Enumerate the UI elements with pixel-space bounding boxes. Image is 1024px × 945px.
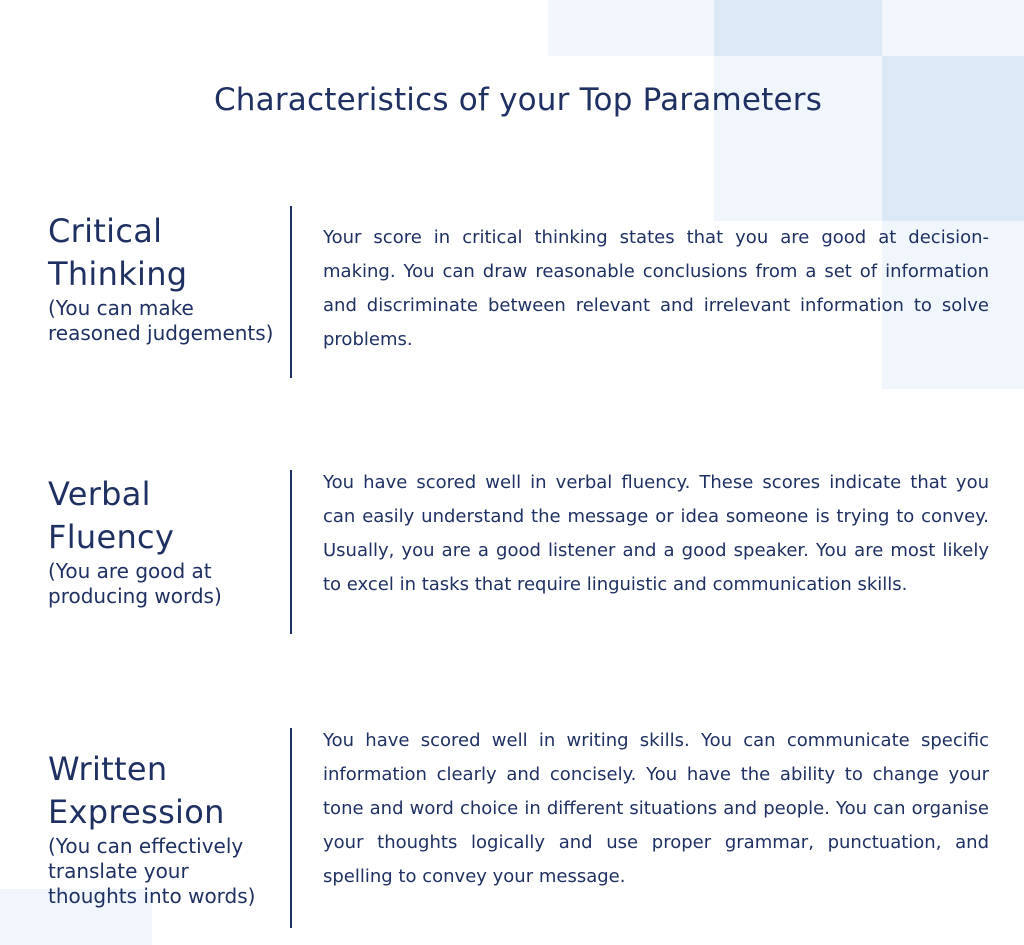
- parameter-critical-thinking: [0, 206, 1024, 378]
- parameter-description: You have scored well in writing skills. You can communicate specific information clearly and concisely. You have the ability to change your tone and word choice in different situations and people. You can organise your thoughts logically and use proper grammar, punctuation, and spelling to convey your message.: [323, 730, 989, 887]
- parameter-name-line2: Thinking: [48, 255, 188, 293]
- vertical-divider: [290, 470, 292, 634]
- parameter-name-line2: Fluency: [48, 518, 175, 556]
- parameter-name-line1: Verbal: [48, 475, 151, 513]
- parameter-verbal-fluency: [0, 470, 1024, 634]
- page-title: Characteristics of your Top Parameters: [213, 82, 823, 118]
- parameter-heading: [48, 473, 280, 609]
- parameter-subtitle: (You are good at producing words): [48, 559, 222, 608]
- decorative-tile: [882, 56, 1024, 221]
- decorative-tile: [714, 56, 882, 221]
- parameter-name-line1: Written: [48, 750, 168, 788]
- decorative-tile: [882, 0, 1024, 56]
- parameter-name-line2: Expression: [48, 793, 225, 831]
- parameter-heading: [48, 210, 280, 346]
- parameter-subtitle: (You can make reasoned judgements): [48, 296, 274, 345]
- decorative-tile: [714, 0, 882, 56]
- decorative-tile: [548, 0, 714, 56]
- parameter-description: Your score in critical thinking states that you are good at decision-making. You can draw reasonable conclusions from a set of information and discriminate between relevant and irrelevant information to solve problems.: [323, 227, 989, 350]
- parameter-written-expression: [0, 728, 1024, 928]
- parameter-subtitle: (You can effectively translate your thoughts into words): [48, 834, 256, 908]
- parameter-description: You have scored well in verbal fluency. These scores indicate that you can easily understand the message or idea someone is trying to convey. Usually, you are a good listener and a good speaker. You are most likely to excel in tasks that require linguistic and communication skills.: [323, 472, 989, 595]
- parameter-name-line1: Critical: [48, 212, 163, 250]
- vertical-divider: [290, 728, 292, 928]
- parameter-heading: [48, 748, 280, 909]
- vertical-divider: [290, 206, 292, 378]
